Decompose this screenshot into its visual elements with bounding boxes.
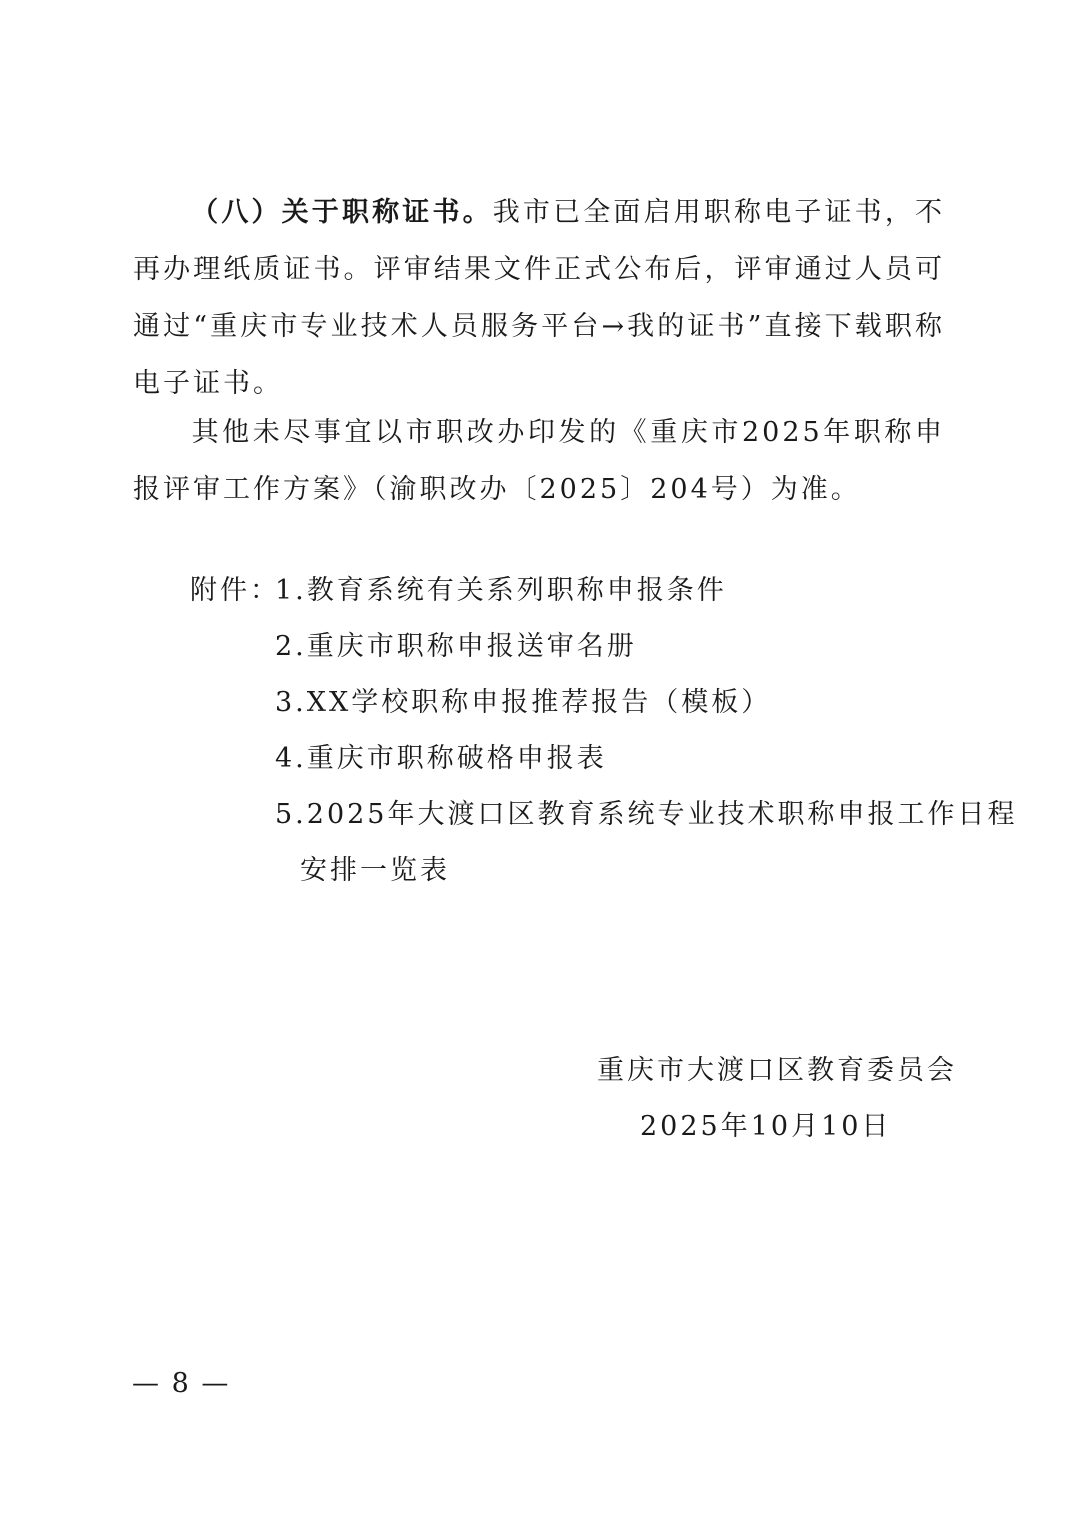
attachment-item-1: 1.教育系统有关系列职称申报条件 (275, 575, 727, 606)
attachment-item-3: 3.XX学校职称申报推荐报告（模板） (275, 687, 772, 718)
signature-organization: 重庆市大渡口区教育委员会 (597, 1055, 957, 1086)
attachments-list (190, 563, 1018, 899)
closing-paragraph (133, 404, 945, 518)
section-8-heading: （八）关于职称证书。 (191, 197, 493, 228)
signature-date: 2025年10月10日 (640, 1111, 892, 1142)
attachment-row (190, 843, 950, 899)
attachment-row (190, 675, 950, 731)
attachment-item-2: 2.重庆市职称申报送审名册 (275, 631, 637, 662)
attachments-label: 附件： (190, 575, 280, 606)
attachment-row (190, 619, 950, 675)
closing-paragraph-text: 其他未尽事宜以市职改办印发的《重庆市2025年职称申报评审工作方案》（渝职改办〔2025〕204号）为准。 (133, 417, 945, 505)
attachment-row (190, 563, 950, 619)
attachment-item-4: 4.重庆市职称破格申报表 (275, 743, 607, 774)
section-8-paragraph (133, 184, 945, 412)
section-8-body: 我市已全面启用职称电子证书，不再办理纸质证书。评审结果文件正式公布后，评审通过人员可通过“重庆市专业技术人员服务平台→我的证书”直接下载职称电子证书。 (133, 197, 946, 399)
attachment-item-5-continuation: 安排一览表 (300, 855, 450, 886)
page-number: — 8 — (132, 1368, 231, 1399)
attachment-row (190, 731, 950, 787)
attachment-row (190, 787, 1018, 843)
attachment-item-5: 5.2025年大渡口区教育系统专业技术职称申报工作日程 (275, 799, 1018, 830)
